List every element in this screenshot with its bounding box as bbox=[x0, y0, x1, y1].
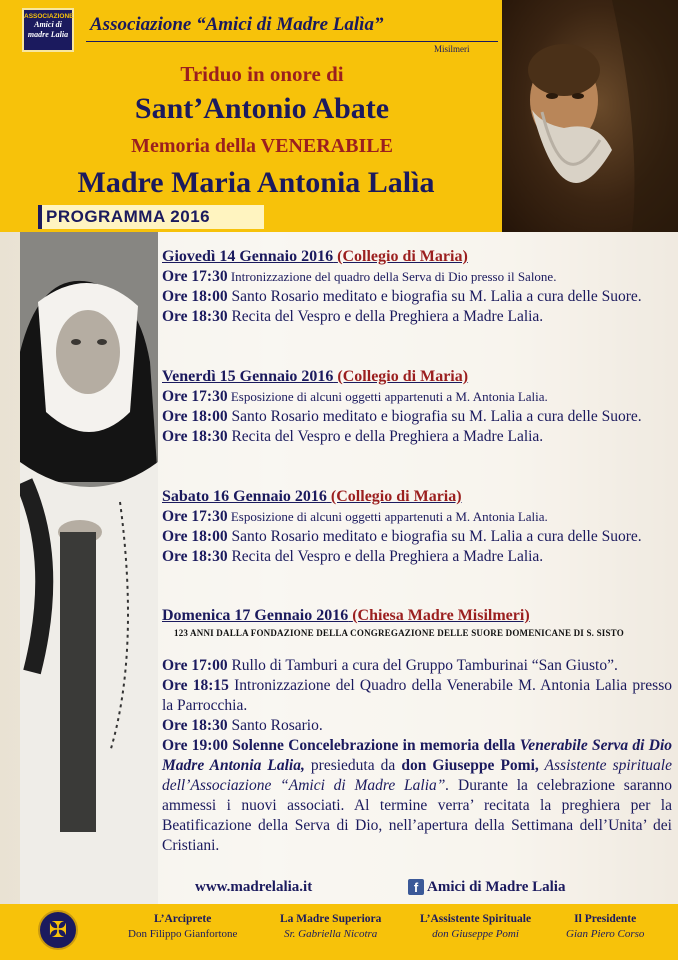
event-row bbox=[162, 547, 672, 567]
event-text: Intronizzazione del quadro della Serva di Dio presso il Salone. bbox=[227, 269, 557, 284]
day-date: Venerdì 15 Gennaio 2016 bbox=[162, 368, 334, 385]
parish-crest-icon: ✠ bbox=[38, 910, 78, 950]
day-heading bbox=[162, 606, 672, 626]
header-divider bbox=[86, 41, 498, 42]
event-time: Ore 18:30 bbox=[162, 548, 228, 565]
facebook-page-link[interactable]: Amici di Madre Lalia bbox=[427, 879, 566, 895]
signature-role: L’Arciprete bbox=[154, 913, 212, 925]
title-madre: Madre Maria Antonia Lalìa bbox=[77, 166, 435, 199]
event-text: Santo Rosario meditato e biografia su M. Lalia a cura delle Suore. bbox=[227, 288, 642, 305]
saint-anthony-portrait bbox=[502, 0, 678, 232]
event-row bbox=[162, 427, 672, 447]
day-place: (Collegio di Maria) bbox=[337, 368, 469, 385]
event-row bbox=[162, 676, 672, 716]
day-heading bbox=[162, 487, 672, 507]
final-plain-2: Durante la celebrazione saranno ammessi i nuovi associati. Al termine verra’ recitata la preghiera per la Beatificazione della Serva di Dio, nell’apertura della Settimana dell’Unita’ dei Cristiani. bbox=[162, 777, 672, 854]
nun-portrait-graphic bbox=[20, 232, 158, 904]
event-time: Ore 19:00 bbox=[162, 737, 228, 754]
day-date: Giovedì 14 Gennaio 2016 bbox=[162, 248, 334, 265]
title-triduo: Triduo in onore di bbox=[180, 62, 344, 86]
signature-superiora bbox=[280, 912, 381, 942]
saint-portrait-graphic bbox=[502, 0, 678, 232]
final-bold-italic: Venerabile Serva di Dio Madre Antonia Lalia, bbox=[162, 737, 673, 774]
signature-name: don Giuseppe Pomi bbox=[432, 928, 519, 940]
association-logo bbox=[22, 8, 74, 52]
final-bold-2: don Giuseppe Pomi, bbox=[401, 757, 539, 774]
event-row-final bbox=[162, 736, 672, 856]
event-text: Recita del Vespro e della Preghiera a Madre Lalia. bbox=[227, 308, 544, 325]
day-section bbox=[162, 606, 672, 856]
signature-arciprete bbox=[128, 912, 237, 942]
event-time: Ore 18:30 bbox=[162, 308, 228, 325]
event-time: Ore 17:30 bbox=[162, 508, 228, 525]
day-heading bbox=[162, 247, 672, 267]
day-date: Sabato 16 Gennaio 2016 bbox=[162, 488, 327, 505]
signature-presidente bbox=[566, 912, 644, 942]
logo-line1: ASSOCIAZIONE bbox=[24, 13, 74, 20]
event-text: Recita del Vespro e della Preghiera a Madre Lalia. bbox=[227, 428, 544, 445]
event-text: Rullo di Tamburi a cura del Gruppo Tamburinai “San Giusto”. bbox=[227, 657, 618, 674]
event-row bbox=[162, 307, 672, 327]
event-text: Santo Rosario meditato e biografia su M. Lalia a cura delle Suore. bbox=[227, 528, 642, 545]
signature-name: Gian Piero Corso bbox=[566, 928, 645, 940]
programma-label: PROGRAMMA 2016 bbox=[46, 207, 211, 226]
signature-name: Sr. Gabriella Nicotra bbox=[284, 928, 378, 940]
logo-line2: Amici di madre Lalia bbox=[27, 20, 69, 39]
day-section bbox=[162, 247, 672, 327]
event-time: Ore 17:00 bbox=[162, 657, 228, 674]
event-text: Esposizione di alcuni oggetti appartenuti a M. Antonia Lalia. bbox=[227, 509, 548, 524]
website-link[interactable]: www.madrelalia.it bbox=[195, 879, 313, 895]
day-date: Domenica 17 Gennaio 2016 bbox=[162, 607, 349, 624]
event-row bbox=[162, 287, 672, 307]
event-time: Ore 17:30 bbox=[162, 268, 228, 285]
facebook-icon: f bbox=[408, 879, 424, 895]
event-text: Santo Rosario. bbox=[227, 717, 323, 734]
final-plain-1: presieduta da bbox=[304, 757, 402, 774]
event-row bbox=[162, 407, 672, 427]
signature-role: Il Presidente bbox=[574, 913, 637, 925]
day-section bbox=[162, 367, 672, 447]
header bbox=[0, 0, 502, 232]
association-name: Associazione “Amici di Madre Lalìa” bbox=[90, 14, 384, 35]
anniversary-note: 123 ANNI DALLA FONDAZIONE DELLA CONGREGAZIONE DELLE SUORE DOMENICANE DI S. SISTO bbox=[174, 628, 624, 638]
event-time: Ore 18:15 bbox=[162, 677, 229, 694]
event-row bbox=[162, 656, 672, 676]
event-row bbox=[162, 716, 672, 736]
final-italic: Assistente spirituale dell’Associazione “Amici di Madre Lalia”. bbox=[162, 757, 672, 794]
event-time: Ore 18:00 bbox=[162, 408, 228, 425]
event-text: Santo Rosario meditato e biografia su M. Lalia a cura delle Suore. bbox=[227, 408, 642, 425]
madre-lalia-photo bbox=[20, 232, 158, 904]
event-row bbox=[162, 387, 672, 407]
event-time: Ore 18:30 bbox=[162, 428, 228, 445]
event-time: Ore 18:00 bbox=[162, 528, 228, 545]
day-place: (Chiesa Madre Misilmeri) bbox=[352, 607, 530, 624]
signature-name: Don Filippo Gianfortone bbox=[128, 928, 238, 940]
event-text: Esposizione di alcuni oggetti appartenuti a M. Antonia Lalia. bbox=[227, 389, 548, 404]
event-text: Recita del Vespro e della Preghiera a Madre Lalia. bbox=[227, 548, 544, 565]
signature-assistente bbox=[420, 912, 531, 942]
event-time: Ore 18:30 bbox=[162, 717, 228, 734]
signature-role: L’Assistente Spirituale bbox=[420, 913, 532, 925]
event-text: Intronizzazione del Quadro della Venerabile M. Antonia Lalia presso la Parrocchia. bbox=[162, 677, 672, 714]
day-heading bbox=[162, 367, 672, 387]
final-bold-1: Solenne Concelebrazione in memoria della bbox=[227, 737, 520, 754]
day-place: (Collegio di Maria) bbox=[330, 488, 462, 505]
event-time: Ore 18:00 bbox=[162, 288, 228, 305]
event-row bbox=[162, 507, 672, 527]
event-row bbox=[162, 527, 672, 547]
title-saint: Sant’Antonio Abate bbox=[134, 92, 390, 125]
event-time: Ore 17:30 bbox=[162, 388, 228, 405]
title-memoria: Memoria della VENERABILE bbox=[131, 135, 393, 157]
signature-role: La Madre Superiora bbox=[280, 913, 382, 925]
event-row bbox=[162, 267, 672, 287]
day-place: (Collegio di Maria) bbox=[337, 248, 468, 265]
association-place: Misilmeri bbox=[434, 44, 470, 54]
day-section bbox=[162, 487, 672, 567]
